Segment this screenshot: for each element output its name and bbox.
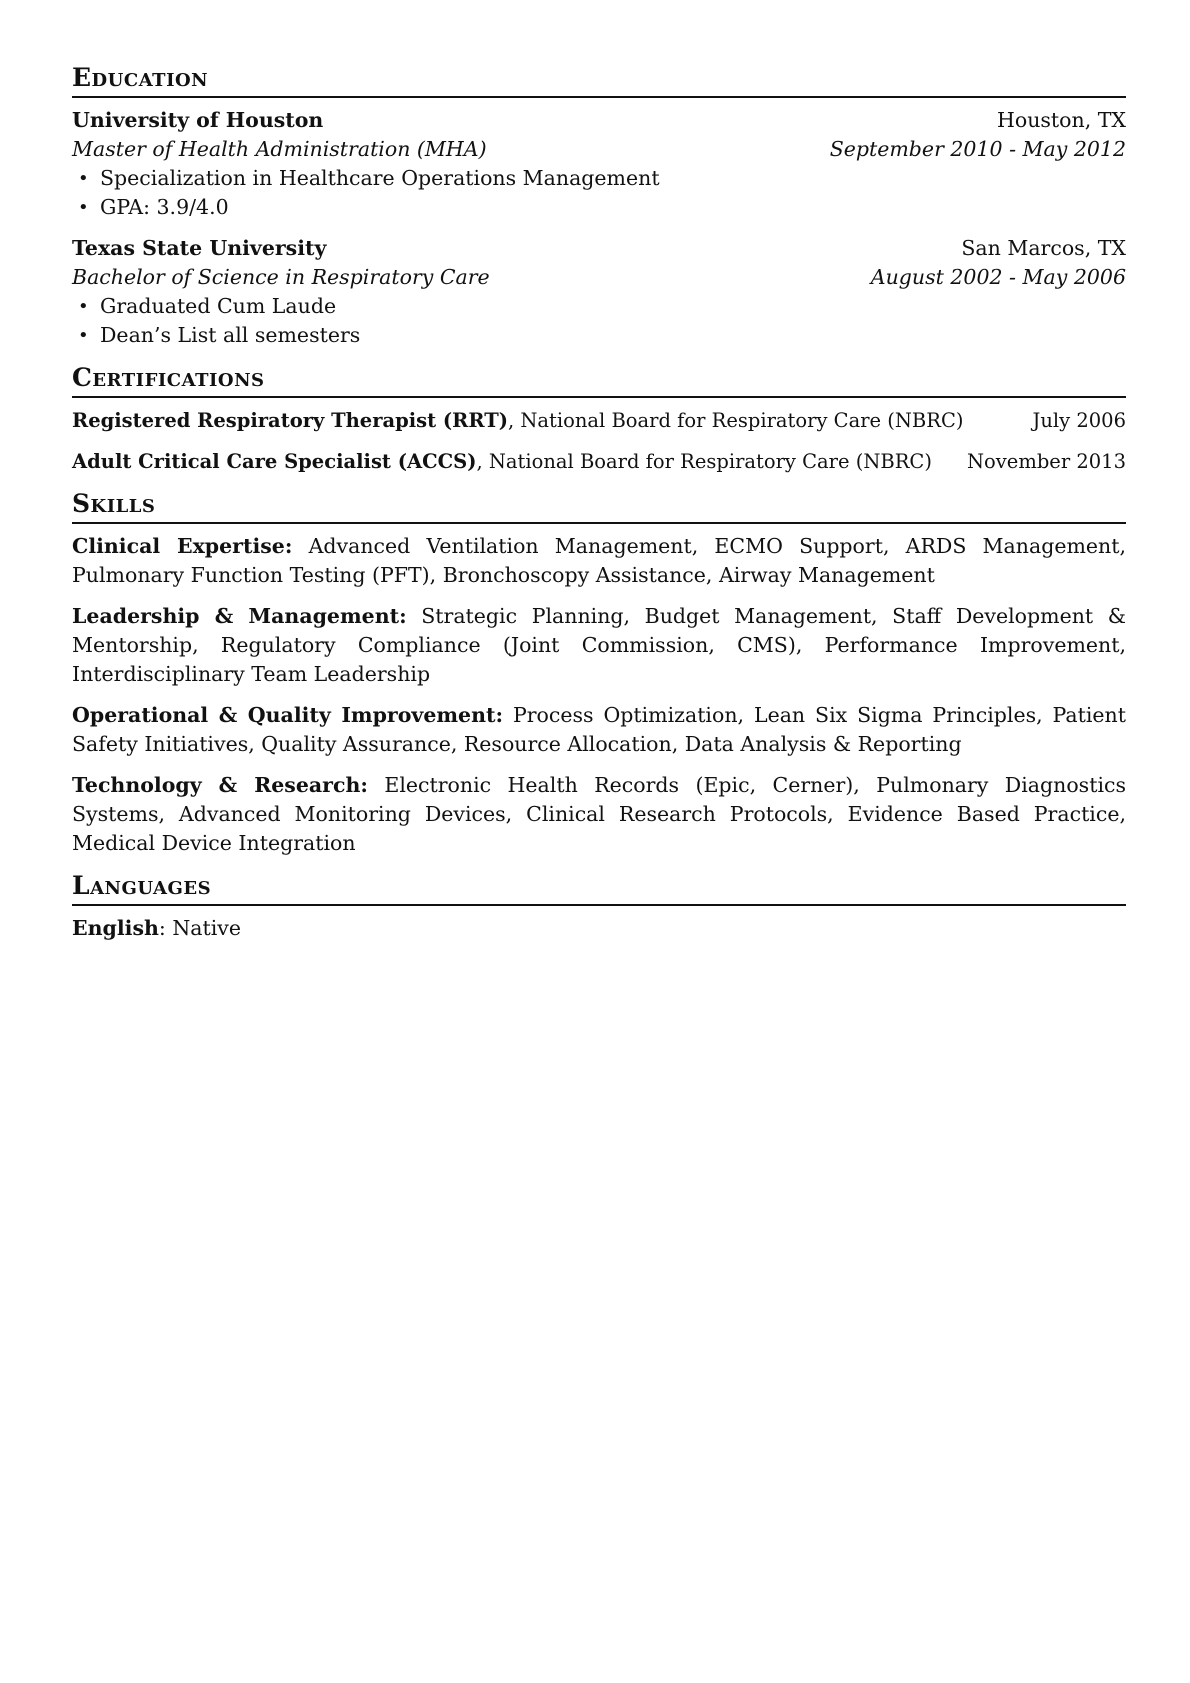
certification-issuer: , National Board for Respiratory Care (NBRC) [476,450,932,473]
skill-entry [72,701,1126,759]
education-bullets [72,292,1126,350]
certification-text [72,406,963,435]
degree: Master of Health Administration (MHA) [72,137,487,161]
certification-entry [72,447,1126,476]
education-bullet: • Graduated Cum Laude [72,292,1126,321]
school-location: San Marcos, TX [961,236,1126,260]
education-bullet: • Specialization in Healthcare Operations Management [72,164,1126,193]
education-dates: September 2010 - May 2012 [829,137,1126,161]
skill-text: Strategic Planning, Budget Management, Staff Development & Mentorship, Regulatory Compliance (Joint Commission, CMS), Performance Improvement, Interdisciplinary Team Leadership [72,604,1126,686]
language-name: English [72,916,159,940]
language-level: : Native [158,916,241,940]
certification-issuer: , National Board for Respiratory Care (NBRC) [507,409,964,432]
education-entry [72,234,1126,350]
education-bullets [72,164,1126,222]
certification-text [72,447,932,476]
skill-entry [72,602,1126,689]
skill-label: Leadership & Management: [72,604,407,628]
resume-page [72,62,1126,955]
school-name: University of Houston [72,108,324,132]
certification-entry [72,406,1126,435]
section-title-education: Education [72,62,1126,98]
languages-section [72,870,1126,943]
certification-date: November 2013 [966,450,1126,473]
language-entry [72,914,1126,943]
skill-text: Process Optimization, Lean Six Sigma Principles, Patient Safety Initiatives, Quality Assurance, Resource Allocation, Data Analysis & Reporting [72,703,1126,756]
skill-label: Clinical Expertise: [72,534,293,558]
skill-label: Operational & Quality Improvement: [72,703,504,727]
education-section [72,62,1126,350]
section-title-certifications: Certifications [72,362,1126,398]
section-title-skills: Skills [72,488,1126,524]
education-entry [72,106,1126,222]
education-bullet: • Dean’s List all semesters [72,321,1126,350]
certification-name: Adult Critical Care Specialist (ACCS) [72,450,477,473]
certifications-section [72,362,1126,476]
degree: Bachelor of Science in Respiratory Care [72,265,490,289]
school-name: Texas State University [72,236,327,260]
skills-section [72,488,1126,858]
section-title-languages: Languages [72,870,1126,906]
certification-date: July 2006 [1032,409,1126,432]
skill-entry [72,532,1126,590]
skill-text: Advanced Ventilation Management, ECMO Support, ARDS Management, Pulmonary Function Testing (PFT), Bronchoscopy Assistance, Airway Management [72,534,1126,587]
skill-label: Technology & Research: [72,773,368,797]
skill-text: Electronic Health Records (Epic, Cerner), Pulmonary Diagnostics Systems, Advanced Monitoring Devices, Clinical Research Protocols, Evidence Based Practice, Medical Device Integration [72,773,1127,855]
education-bullet: • GPA: 3.9/4.0 [72,193,1126,222]
education-dates: August 2002 - May 2006 [870,265,1126,289]
skill-entry [72,771,1126,858]
school-location: Houston, TX [996,108,1126,132]
certification-name: Registered Respiratory Therapist (RRT) [72,409,508,432]
